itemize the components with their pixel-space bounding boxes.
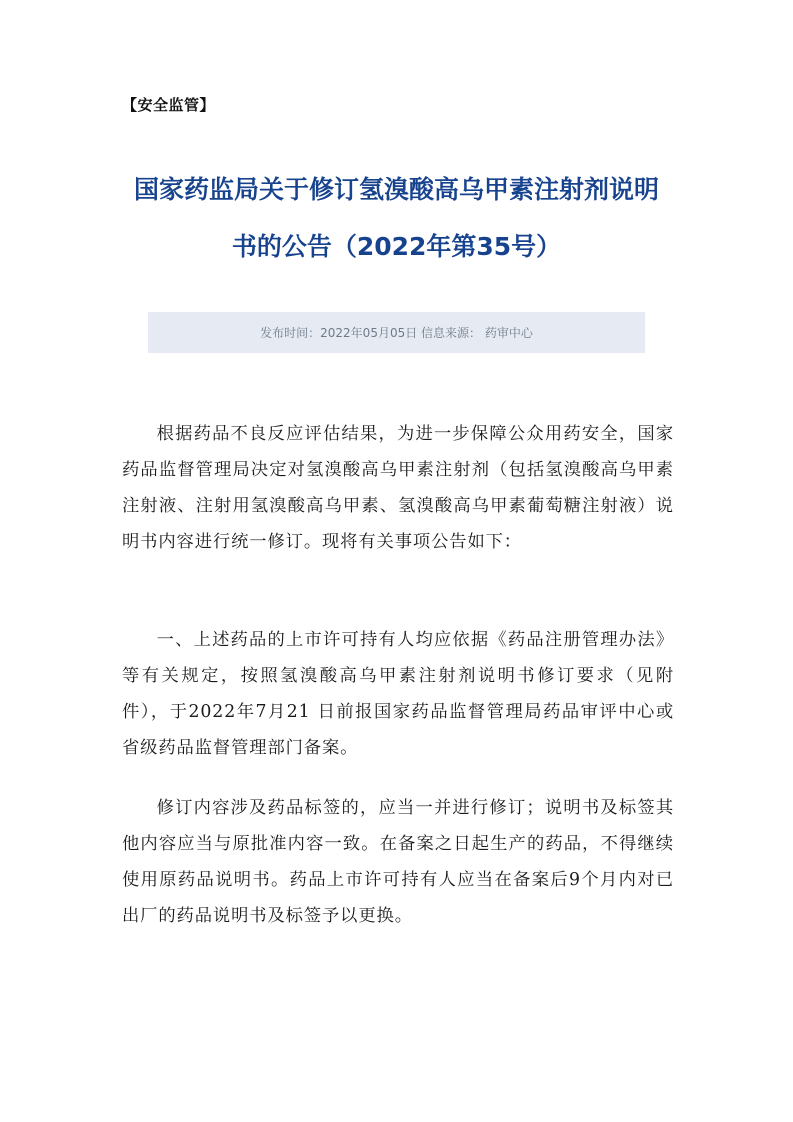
- publish-info-bar: [148, 312, 645, 353]
- paragraph-intro: 根据药品不良反应评估结果，为进一步保障公众用药安全，国家药品监督管理局决定对氢溴酸高乌甲素注射剂（包括氢溴酸高乌甲素注射液、注射用氢溴酸高乌甲素、氢溴酸高乌甲素葡萄糖注射液）说明书内容进行统一修订。现将有关事项公告如下：: [122, 424, 674, 552]
- document-title-line-1: 国家药监局关于修订氢溴酸高乌甲素注射剂说明: [133, 175, 659, 204]
- category-label: 【安全监管】: [122, 96, 216, 114]
- paragraph-item-1: 一、上述药品的上市许可持有人均应依据《药品注册管理办法》等有关规定，按照氢溴酸高乌甲素注射剂说明书修订要求（见附件），于2022年7月21 日前报国家药品监督管理局药品审评中心或省级药品监督管理部门备案。: [122, 630, 674, 758]
- document-title-line-2: 书的公告（2022年第35号）: [231, 232, 562, 261]
- publish-info-text: 发布时间：2022年05月05日 信息来源： 药审中心: [260, 326, 533, 340]
- paragraph-label-revision: 修订内容涉及药品标签的，应当一并进行修订；说明书及标签其他内容应当与原批准内容一致。在备案之日起生产的药品，不得继续使用原药品说明书。药品上市许可持有人应当在备案后9个月内对已出厂的药品说明书及标签予以更换。: [122, 798, 674, 926]
